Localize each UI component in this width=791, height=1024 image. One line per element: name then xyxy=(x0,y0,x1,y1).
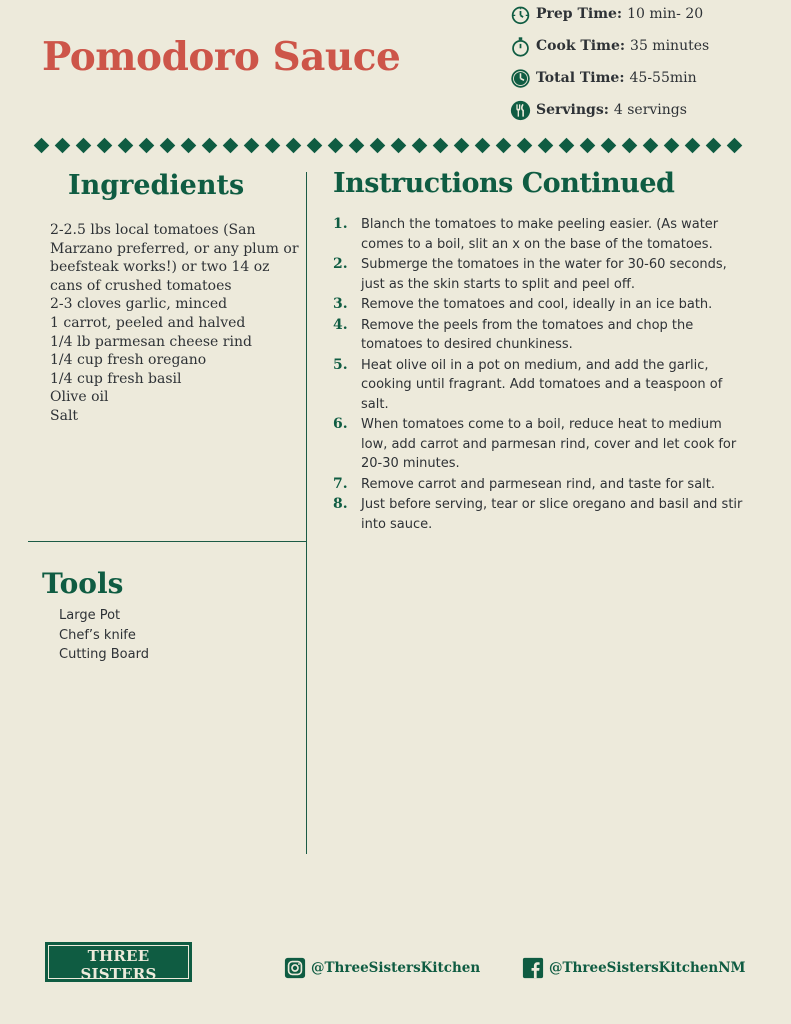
diamond-shape xyxy=(97,137,113,153)
step-text: Remove carrot and parmesean rind, and taste for salt. xyxy=(361,476,716,492)
ingredient-item: 1/4 lb parmesan cheese rind xyxy=(50,333,252,350)
step-number: 4. xyxy=(333,316,348,333)
instagram-handle[interactable] xyxy=(284,957,480,979)
total-time xyxy=(510,66,790,90)
instagram-text: @ThreeSistersKitchen xyxy=(311,960,481,976)
diamond-shape xyxy=(517,137,533,153)
instagram-icon xyxy=(284,957,306,979)
total-time-label: Total Time: xyxy=(536,70,625,86)
stopwatch-icon xyxy=(510,4,531,25)
ingredients-heading: Ingredients xyxy=(68,170,245,201)
facebook-icon xyxy=(522,957,544,979)
instruction-step xyxy=(333,415,743,474)
cook-time xyxy=(510,34,790,58)
diamond-shape xyxy=(328,137,344,153)
ingredient-item: 1/4 cup fresh oregano xyxy=(50,352,207,369)
facebook-handle[interactable] xyxy=(522,957,746,979)
cook-time-value: 35 minutes xyxy=(630,38,710,54)
servings xyxy=(510,98,790,122)
diamond-shape xyxy=(265,137,281,153)
logo-main-text: THREE SISTERS xyxy=(80,947,157,983)
step-number: 2. xyxy=(333,256,348,272)
servings-label: Servings: xyxy=(536,102,609,118)
tools-list xyxy=(59,606,149,665)
instruction-step xyxy=(333,475,743,495)
instructions-list xyxy=(333,215,743,535)
tool-item: Large Pot xyxy=(59,608,121,623)
diamond-divider xyxy=(36,134,740,156)
diamond-shape xyxy=(559,137,575,153)
cook-time-label: Cook Time: xyxy=(536,38,626,54)
instruction-step xyxy=(333,295,743,315)
ingredient-item: 2-3 cloves garlic, minced xyxy=(50,296,228,313)
diamond-shape xyxy=(601,137,617,153)
step-number: 8. xyxy=(333,496,348,512)
instruction-step xyxy=(333,316,743,355)
diamond-shape xyxy=(55,137,71,153)
instruction-step xyxy=(333,495,743,534)
step-text: Heat olive oil in a pot on medium, and add the garlic, cooking until fragrant. Add tomatoes and a teaspoon of salt. xyxy=(361,357,723,412)
step-number: 1. xyxy=(333,216,348,232)
diamond-shape xyxy=(34,137,50,153)
ingredient-item: 2-2.5 lbs local tomatoes (San Marzano preferred, or any plum or beefsteak works!) or two 14 oz cans of crushed tomatoes xyxy=(50,222,299,294)
diamond-shape xyxy=(412,137,428,153)
three-sisters-logo xyxy=(45,942,192,992)
ingredient-item: 1/4 cup fresh basil xyxy=(50,370,182,387)
diamond-shape xyxy=(706,137,722,153)
page-title: Pomodoro Sauce xyxy=(42,34,401,80)
step-text: Blanch the tomatoes to make peeling easier. (As water comes to a boil, slit an x on the base of the tomatoes. xyxy=(361,217,719,252)
diamond-shape xyxy=(160,137,176,153)
logo-sub-text: KITCHEN xyxy=(90,984,147,992)
diamond-shape xyxy=(643,137,659,153)
diamond-shape xyxy=(202,137,218,153)
diamond-shape xyxy=(244,137,260,153)
tool-item: Cutting Board xyxy=(59,647,149,662)
step-text: Remove the peels from the tomatoes and chop the tomatoes to desired chunkiness. xyxy=(361,317,694,352)
instructions-heading: Instructions Continued xyxy=(333,168,675,199)
diamond-shape xyxy=(433,137,449,153)
diamond-shape xyxy=(685,137,701,153)
prep-time-label: Prep Time: xyxy=(536,6,623,22)
step-text: Remove the tomatoes and cool, ideally in an ice bath. xyxy=(361,297,713,312)
utensils-icon xyxy=(510,100,531,121)
diamond-shape xyxy=(622,137,638,153)
diamond-shape xyxy=(286,137,302,153)
prep-time xyxy=(510,2,790,26)
ingredient-item: 1 carrot, peeled and halved xyxy=(50,314,246,331)
step-number: 6. xyxy=(333,416,348,432)
step-number: 5. xyxy=(333,356,348,373)
diamond-shape xyxy=(496,137,512,153)
diamond-shape xyxy=(727,137,743,153)
diamond-shape xyxy=(475,137,491,153)
ingredients-list xyxy=(50,221,302,426)
diamond-shape xyxy=(181,137,197,153)
facebook-text: @ThreeSistersKitchenNM xyxy=(549,960,746,976)
step-number: 7. xyxy=(333,475,348,492)
diamond-shape xyxy=(454,137,470,153)
timer-icon xyxy=(510,36,531,57)
ingredient-item: Salt xyxy=(50,407,79,424)
step-text: Just before serving, tear or slice oregano and basil and stir into sauce. xyxy=(361,497,743,532)
diamond-shape xyxy=(118,137,134,153)
ingredient-item: Olive oil xyxy=(50,389,109,406)
diamond-shape xyxy=(307,137,323,153)
diamond-shape xyxy=(391,137,407,153)
tools-heading: Tools xyxy=(42,567,124,600)
diamond-shape xyxy=(139,137,155,153)
diamond-shape xyxy=(538,137,554,153)
step-text: Submerge the tomatoes in the water for 30-60 seconds, just as the skin starts to split and peel off. xyxy=(361,257,727,292)
instruction-step xyxy=(333,215,743,254)
horizontal-divider xyxy=(28,541,307,542)
diamond-shape xyxy=(370,137,386,153)
total-time-value: 45-55min xyxy=(629,70,697,86)
diamond-shape xyxy=(223,137,239,153)
servings-value: 4 servings xyxy=(613,102,687,118)
instruction-step xyxy=(333,356,743,415)
recipe-meta xyxy=(510,2,790,130)
instruction-step xyxy=(333,255,743,294)
diamond-shape xyxy=(580,137,596,153)
diamond-shape xyxy=(349,137,365,153)
prep-time-value: 10 min- 20 xyxy=(627,6,704,22)
diamond-shape xyxy=(664,137,680,153)
diamond-shape xyxy=(76,137,92,153)
step-number: 3. xyxy=(333,296,348,312)
tool-item: Chef’s knife xyxy=(59,627,136,643)
vertical-divider xyxy=(306,172,307,854)
clock-icon xyxy=(510,68,531,89)
step-text: When tomatoes come to a boil, reduce heat to medium low, add carrot and parmesan rind, cover and let cook for 20-30 minutes. xyxy=(361,417,737,471)
